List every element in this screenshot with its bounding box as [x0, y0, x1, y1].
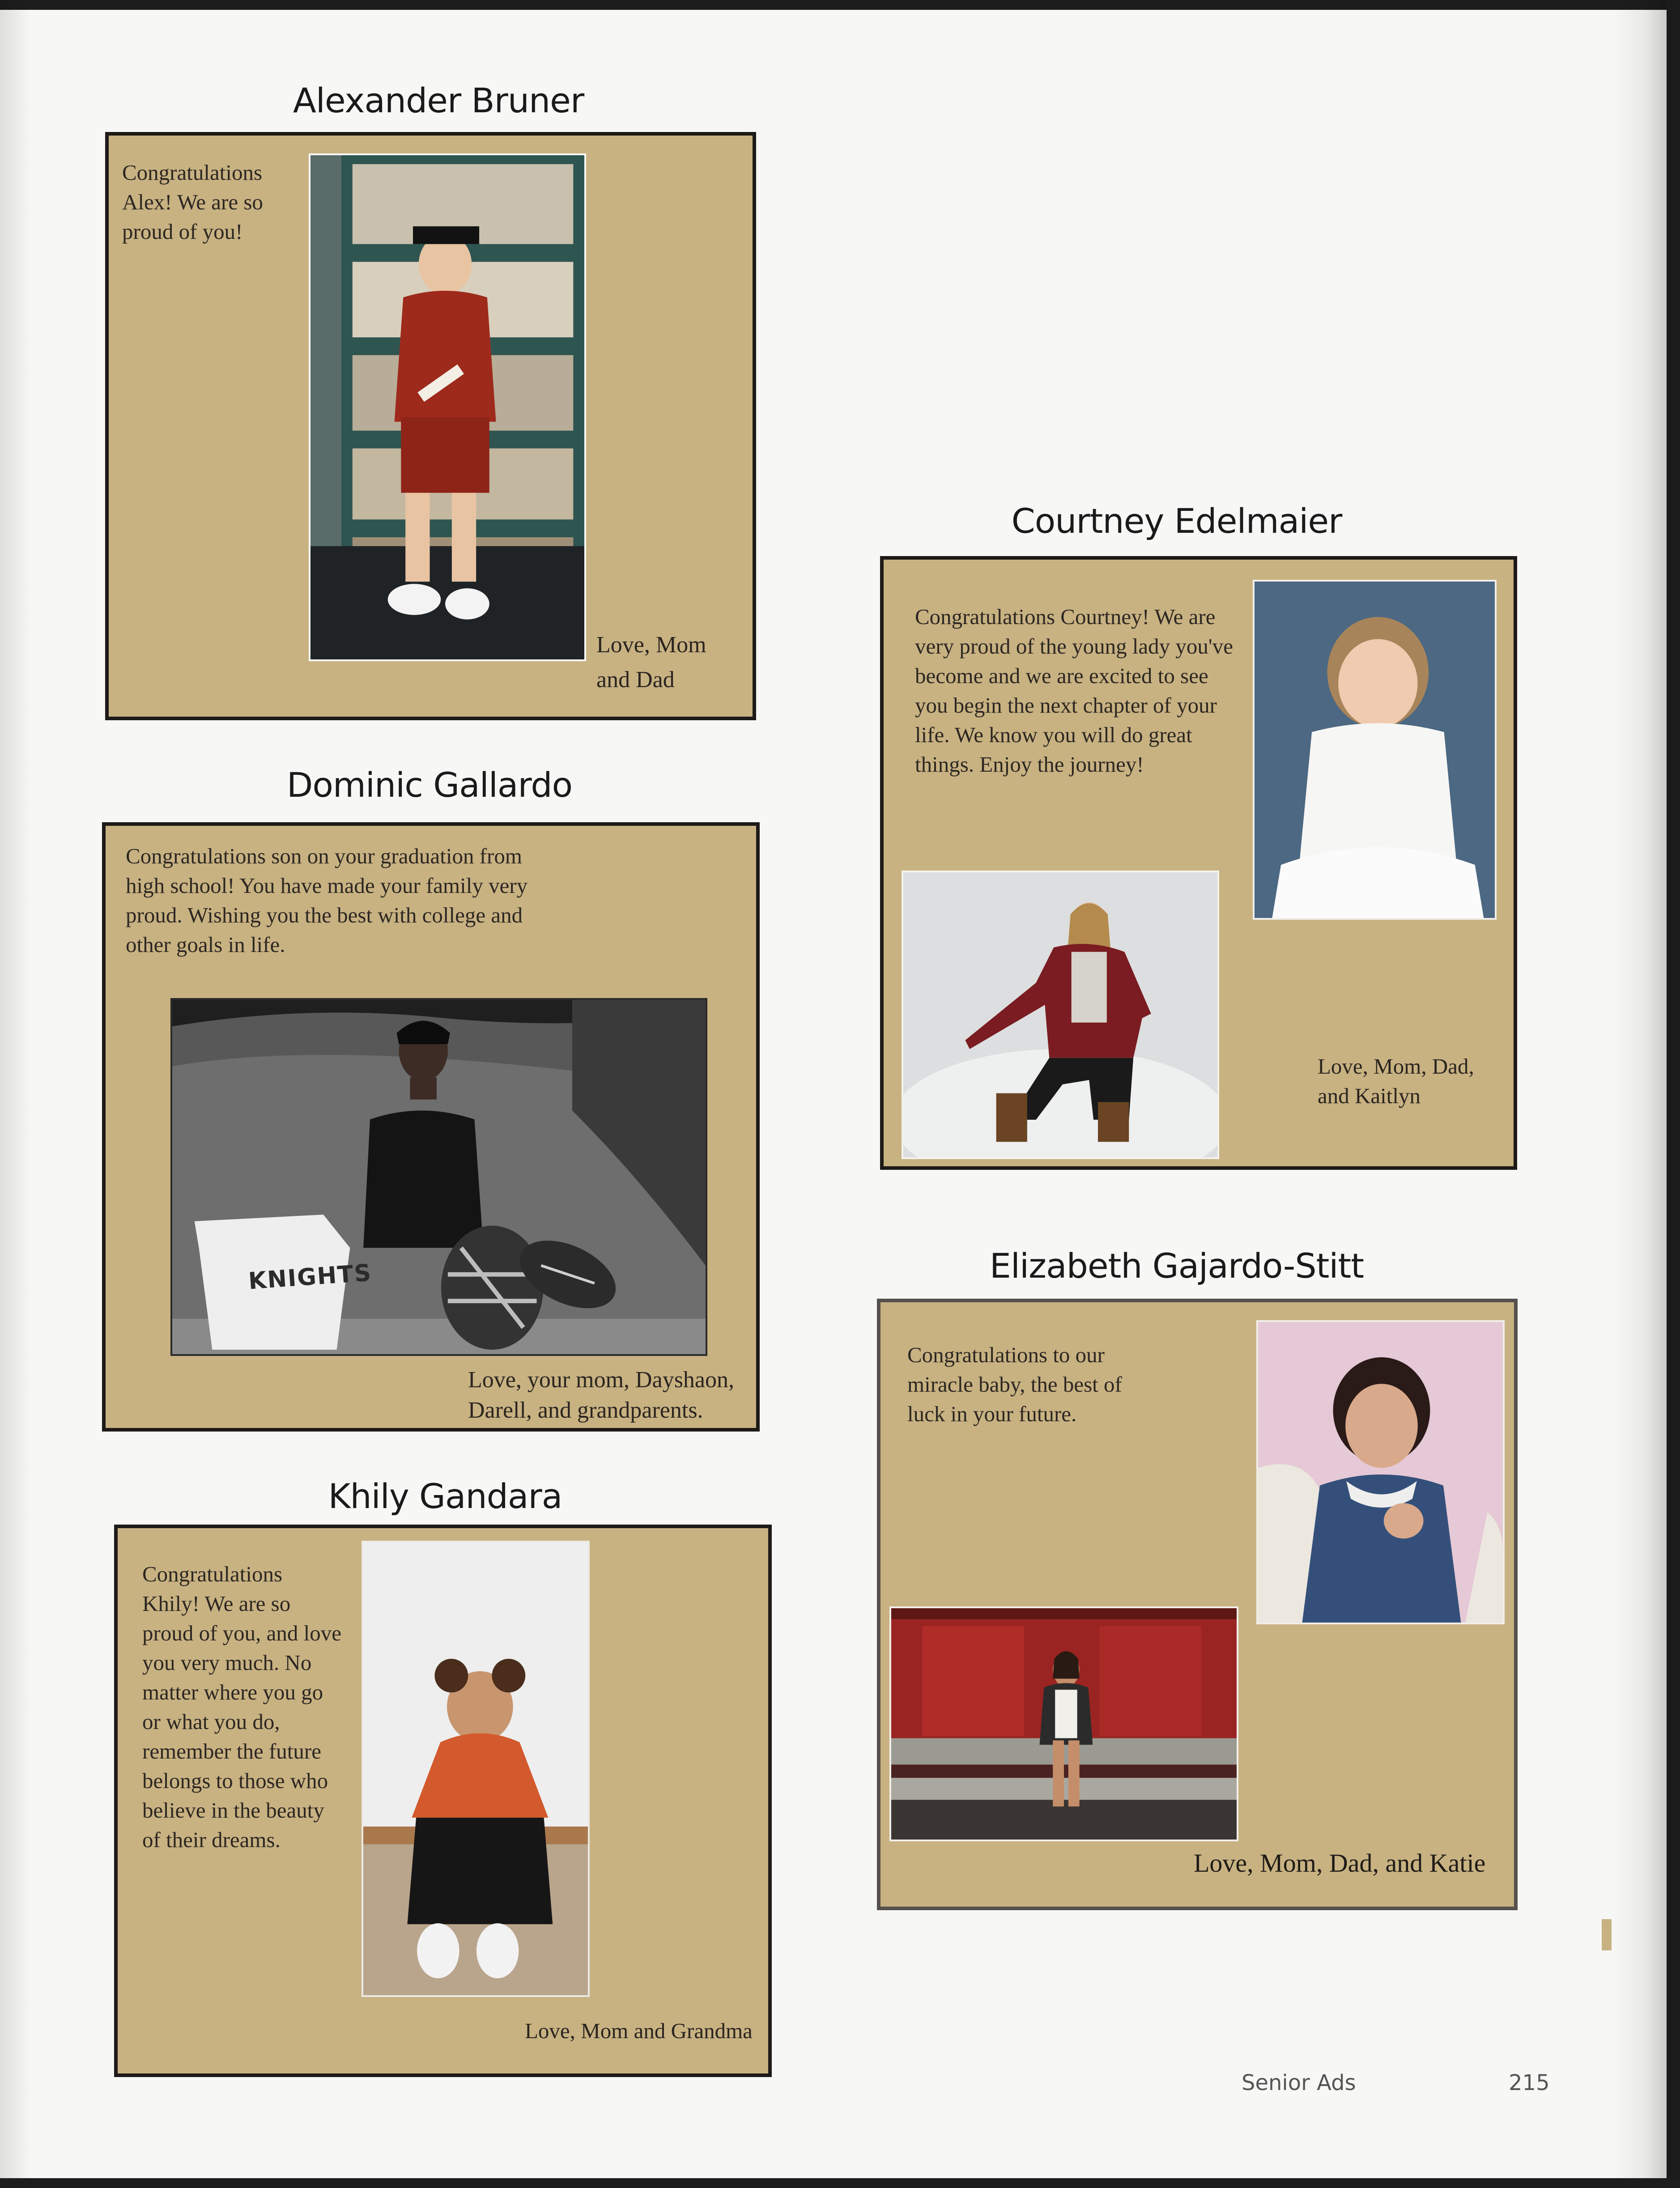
ad-message: Congratulations Alex! We are so proud of you! — [122, 160, 263, 244]
ad-message: Congratulations Courtney! We are very proud of the young lady you've become and we are excited to see you begin the next chapter of your life. We know you will do great things. Enjoy the journey! — [915, 604, 1233, 777]
ad-panel-elizabeth-gajardo-stitt — [877, 1299, 1518, 1910]
toddler-red-jacket-photo — [362, 1541, 590, 1997]
football-senior-photo — [170, 998, 707, 1356]
jersey-text: KNIGHTS — [247, 1259, 373, 1295]
page-curl-shadow — [1613, 0, 1667, 2188]
page-bottom-edge — [0, 2178, 1680, 2188]
ad-signature: Love, Mom and Dad — [596, 632, 706, 693]
page-right-edge — [1667, 0, 1680, 2188]
footer-section-label: Senior Ads — [1242, 2070, 1356, 2095]
ad-title-khily-gandara: Khily Gandara — [328, 1476, 562, 1516]
footer-page-number: 215 — [1509, 2070, 1550, 2095]
ad-signature: Love, Mom and Grandma — [525, 2018, 753, 2043]
page-gutter-shadow — [0, 0, 31, 2188]
ad-title-dominic-gallardo: Dominic Gallardo — [286, 765, 573, 805]
toddler-white-dress-photo — [1253, 580, 1497, 920]
ad-signature: Love, Mom, Dad, and Kaitlyn — [1318, 1054, 1474, 1108]
ad-panel-khily-gandara — [114, 1525, 772, 2077]
senior-studio-photo — [902, 871, 1219, 1159]
ad-title-courtney-edelmaier: Courtney Edelmaier — [1011, 501, 1342, 541]
senior-red-barn-photo — [889, 1606, 1238, 1841]
ad-title-elizabeth-gajardo-stitt: Elizabeth Gajardo-Stitt — [989, 1246, 1364, 1286]
ad-panel-dominic-gallardo — [102, 822, 760, 1432]
ad-message: Congratulations Khily! We are so proud of you, and love you very much. No matter where you go or what you do, remember the future belongs to those who believe in the beauty of their dreams. — [142, 1562, 341, 1852]
ad-signature: Love, your mom, Dayshaon, Darell, and grandparents. — [468, 1367, 735, 1423]
ad-panel-courtney-edelmaier — [880, 556, 1517, 1170]
ad-message: Congratulations son on your graduation from high school! You have made your family very proud. Wishing you the best with college and other goals in life. — [126, 844, 528, 957]
ad-panel-alexander-bruner — [105, 132, 756, 720]
boy-in-graduation-cap-photo — [309, 153, 586, 661]
page-edge-tab — [1602, 1919, 1612, 1950]
ad-title-alexander-bruner: Alexander Bruner — [293, 81, 584, 120]
toddler-wicker-chair-photo — [1256, 1320, 1505, 1624]
ad-signature: Love, Mom, Dad, and Katie — [1194, 1848, 1486, 1878]
ad-message: Congratulations to our miracle baby, the best of luck in your future. — [907, 1343, 1122, 1426]
page-top-edge — [0, 0, 1680, 10]
